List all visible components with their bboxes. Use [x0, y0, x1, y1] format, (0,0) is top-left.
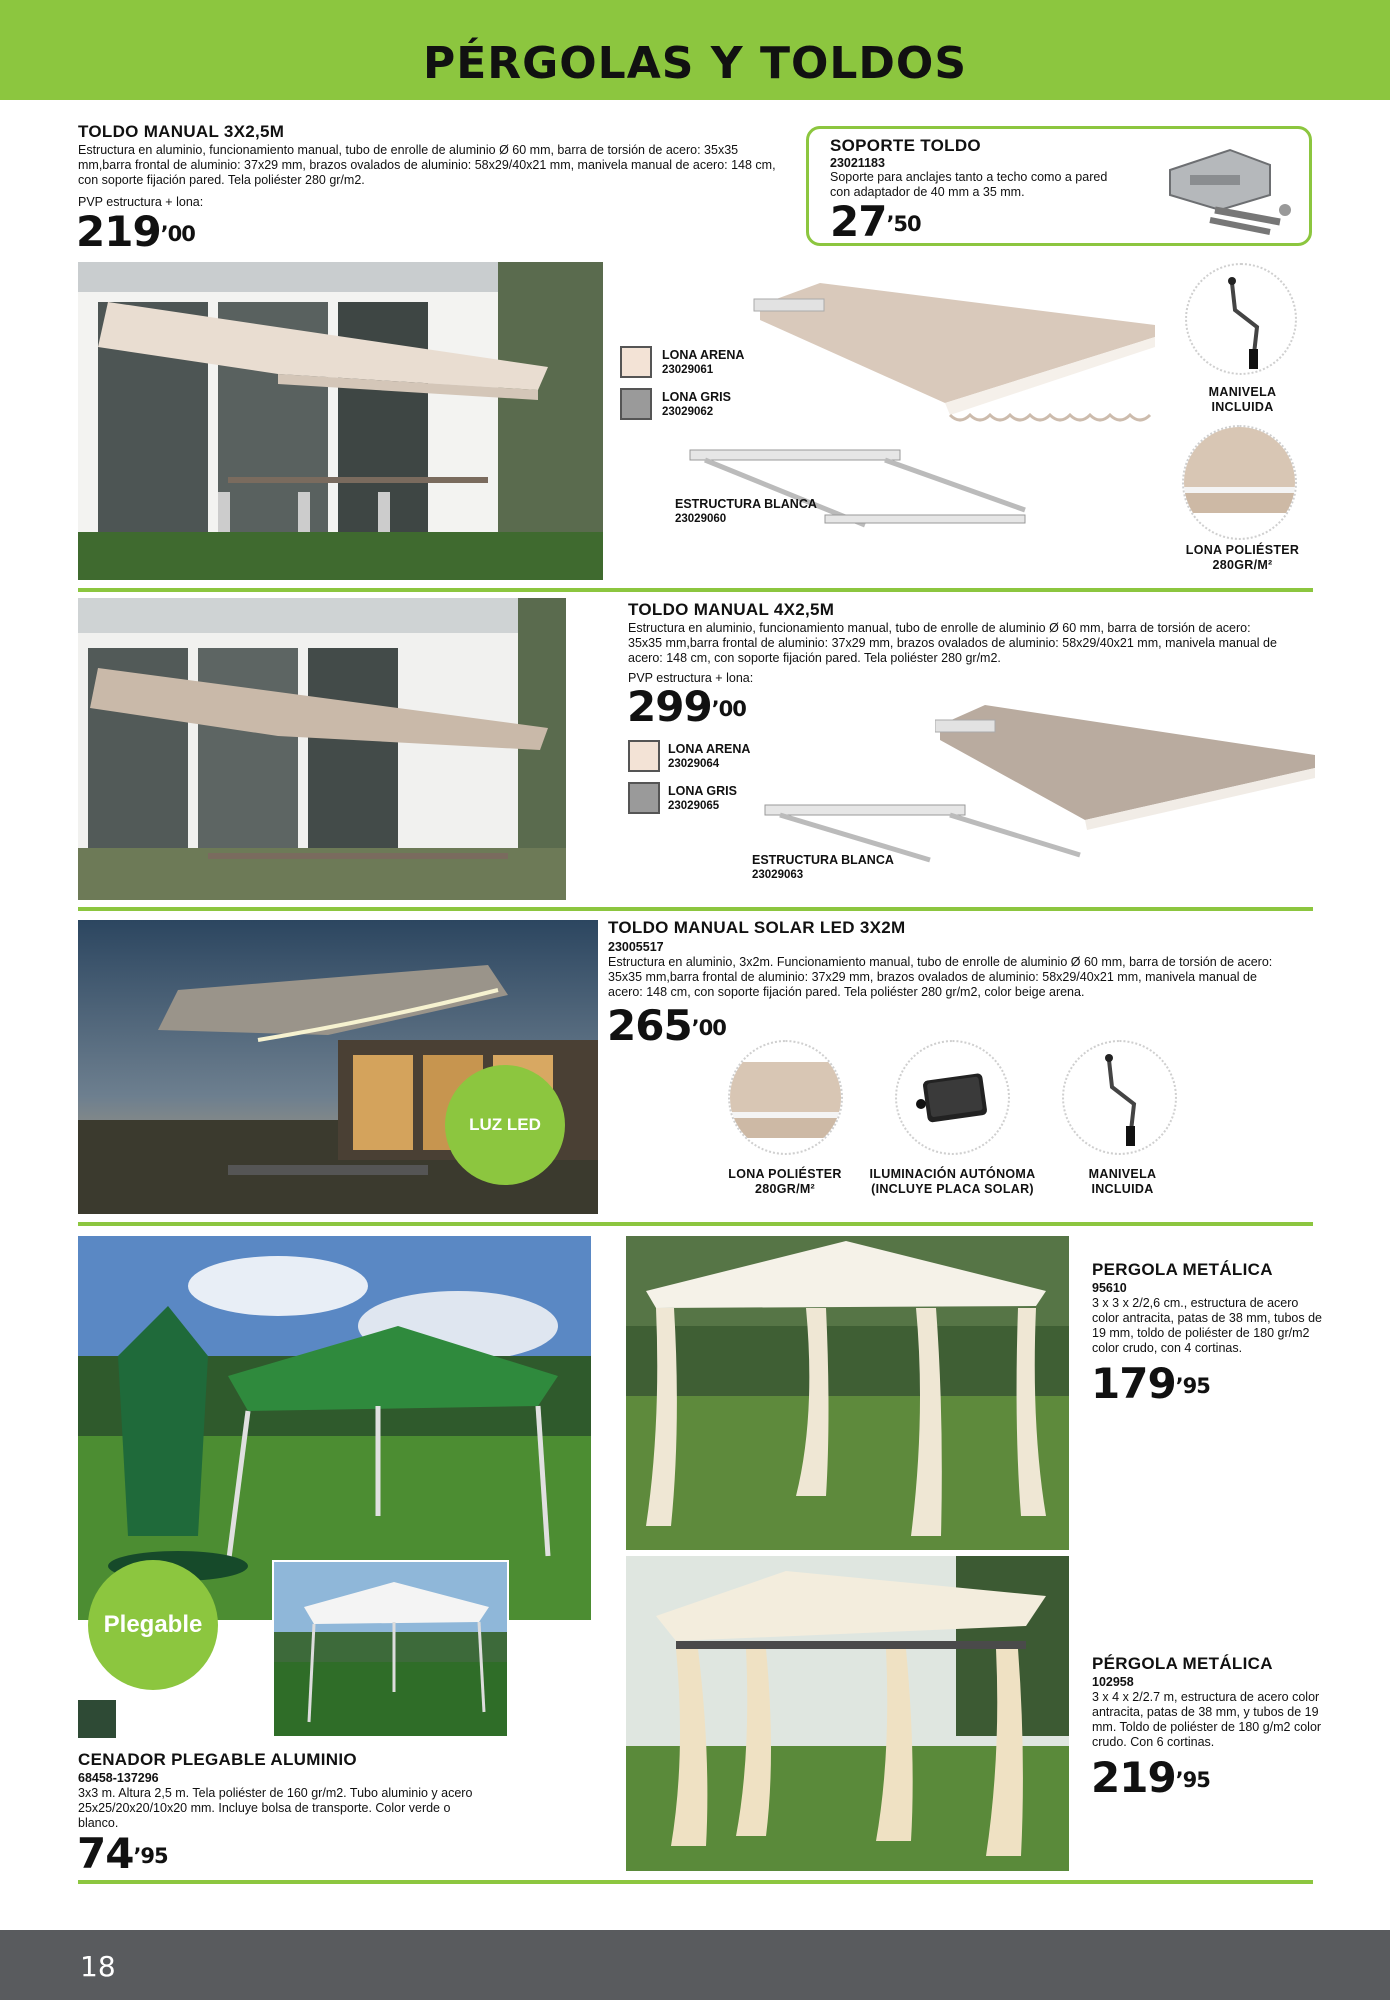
product-price-pergola-1: [1091, 1359, 1210, 1408]
price-int: 299: [627, 682, 712, 731]
fabric-sample-icon: [730, 1042, 843, 1155]
code-lona-arena-4x25: 23029064: [668, 758, 720, 770]
product-price-toldo-4x25: [627, 682, 746, 731]
section-divider-1: [78, 588, 1313, 592]
label-estructura-blanca: ESTRUCTURA BLANCA: [675, 497, 817, 511]
solar-panel-icon: [897, 1042, 1010, 1155]
product-code-pergola-1: 95610: [1092, 1281, 1127, 1295]
price-dec: ’95: [1175, 1374, 1210, 1398]
product-desc-pergola-2: 3 x 4 x 2/2.7 m, estructura de acero color antracita, patas de 38 mm, y tubos de 19 mm. Toldo de poliéster de 180 g/m2 color crudo. Con 6 cortinas.: [1092, 1690, 1322, 1749]
swatch-lona-gris-4x25[interactable]: [628, 782, 660, 814]
page-footer: [0, 1930, 1390, 2000]
caption-manivela-solar-1: MANIVELA: [1088, 1167, 1157, 1181]
product-title-toldo-4x25: TOLDO MANUAL 4X2,5M: [628, 600, 835, 619]
photo-toldo-3x25: [78, 262, 603, 580]
price-dec: ’00: [711, 697, 746, 721]
price-dec: ’95: [133, 1844, 168, 1868]
label-lona-gris-4x25: LONA GRIS: [668, 784, 737, 798]
swatch-lona-arena-4x25[interactable]: [628, 740, 660, 772]
product-price-toldo-3x25: [76, 207, 195, 256]
product-title-pergola-2: PÉRGOLA METÁLICA: [1092, 1654, 1273, 1673]
photo-toldo-4x25: [78, 598, 566, 900]
product-title-cenador: CENADOR PLEGABLE ALUMINIO: [78, 1750, 357, 1769]
product-desc-toldo-solar: Estructura en aluminio, 3x2m. Funcionamiento manual, tubo de enrolle de aluminio Ø 60 mm, barra de torsión de acero: 35x35 mm,barra frontal de aluminio: 37x29 mm, brazos ovalados de aluminio: 58x29/40x21 mm, manivela manual de acero: 148 cm, con soporte fijación pared. Tela poliéster 280 gr/m2, color beige arena.: [608, 955, 1273, 999]
price-dec: ’50: [886, 212, 921, 236]
crank-handle-icon: [1187, 265, 1297, 375]
product-desc-toldo-3x25: Estructura en aluminio, funcionamiento manual, tubo de enrolle de aluminio Ø 60 mm, barra de torsión de acero: 35x35 mm,barra frontal de aluminio: 37x29 mm, brazos ovalados de aluminio: 58x29/40x21 mm, manivela manual de acero: 148 cm, con soporte fijación pared. Tela poliéster 280 gr/m2.: [78, 143, 776, 187]
caption-lona-line2: 280GR/M²: [1212, 558, 1273, 572]
price-int: 74: [77, 1829, 134, 1878]
product-title-toldo-solar: TOLDO MANUAL SOLAR LED 3X2M: [608, 918, 906, 937]
price-int: 219: [76, 207, 161, 256]
product-desc-pergola-1: 3 x 3 x 2/2,6 cm., estructura de acero color antracita, patas de 38 mm, tubos de 19 mm, toldo de poliéster de 180 gr/m2 color crudo, con 4 cortinas.: [1092, 1296, 1322, 1355]
price-dec: ’00: [691, 1016, 726, 1040]
caption-manivela-solar-2: INCLUIDA: [1091, 1182, 1154, 1196]
manivela-circle: [1185, 263, 1297, 375]
product-desc-toldo-4x25: Estructura en aluminio, funcionamiento manual, tubo de enrolle de aluminio Ø 60 mm, barra de torsión de acero: 35x35 mm,barra frontal de aluminio: 37x29 mm, brazos ovalados de aluminio: 58x29/40x21 mm, manivela manual de acero: 148 cm, con soporte fijación pared. Tela poliéster 280 gr/m2.: [628, 621, 1277, 665]
solar-light-circle: [895, 1040, 1010, 1155]
caption-manivela-line2: INCLUIDA: [1211, 400, 1274, 414]
photo-pergola-1: [626, 1236, 1069, 1550]
structure-illustration-3x25: [685, 445, 1045, 545]
swatch-lona-gris[interactable]: [620, 388, 652, 420]
price-dec: ’95: [1175, 1768, 1210, 1792]
photo-pergola-2: [626, 1556, 1069, 1871]
manivela-circle-solar: [1062, 1040, 1177, 1155]
fabric-sample-icon: [1184, 427, 1297, 540]
caption-manivela-line1: MANIVELA: [1208, 385, 1277, 399]
section-divider-3: [78, 1222, 1313, 1226]
awning-illustration-3x25: [740, 275, 1160, 425]
price-dec: ’00: [160, 222, 195, 246]
code-lona-gris: 23029062: [662, 406, 714, 418]
page-header: [0, 0, 1390, 100]
bracket-illustration: [1160, 140, 1300, 235]
swatch-lona-arena[interactable]: [620, 346, 652, 378]
caption-lona-line1: LONA POLIÉSTER: [1185, 543, 1300, 557]
caption-ilum-1: ILUMINACIÓN AUTÓNOMA: [869, 1167, 1036, 1181]
product-title-pergola-1: PERGOLA METÁLICA: [1092, 1260, 1273, 1279]
product-title-soporte: SOPORTE TOLDO: [830, 136, 981, 155]
caption-lona-solar-2: 280GR/M²: [754, 1182, 816, 1196]
lona-circle: [1182, 425, 1297, 540]
price-int: 265: [607, 1001, 692, 1050]
label-lona-arena: LONA ARENA: [662, 348, 745, 362]
crank-handle-icon: [1064, 1042, 1177, 1155]
section-divider-2: [78, 907, 1313, 911]
page-title: PÉRGOLAS Y TOLDOS: [422, 38, 968, 89]
product-price-soporte: [830, 197, 921, 246]
badge-luz-led: LUZ LED: [445, 1065, 565, 1185]
product-code-toldo-solar: 23005517: [608, 940, 664, 954]
product-price-pergola-2: [1091, 1753, 1210, 1802]
price-int: 27: [830, 197, 887, 246]
section-divider-4: [78, 1880, 1313, 1884]
product-pvp-toldo-4x25: PVP estructura + lona:: [628, 671, 754, 685]
product-code-soporte: 23021183: [830, 156, 885, 170]
code-lona-gris-4x25: 23029065: [668, 800, 720, 812]
product-price-toldo-solar: [607, 1001, 726, 1050]
page-number: 18: [80, 1950, 116, 1983]
photo-cenador-blanco: [272, 1560, 509, 1738]
product-title-toldo-3x25: TOLDO MANUAL 3X2,5M: [78, 122, 285, 141]
swatch-cenador-verde[interactable]: [78, 1700, 116, 1738]
caption-lona-solar-1: LONA POLIÉSTER: [728, 1167, 842, 1181]
price-int: 219: [1091, 1753, 1176, 1802]
product-desc-soporte: Soporte para anclajes tanto a techo como a pared con adaptador de 40 mm a 35 mm.: [830, 170, 1108, 199]
product-price-cenador: [77, 1829, 168, 1878]
label-lona-gris: LONA GRIS: [662, 390, 731, 404]
product-code-cenador: 68458-137296: [78, 1771, 159, 1785]
badge-plegable: Plegable: [88, 1560, 218, 1690]
price-int: 179: [1091, 1359, 1176, 1408]
lona-circle-solar: [728, 1040, 843, 1155]
code-estructura-blanca: 23029060: [675, 513, 727, 525]
product-code-pergola-2: 102958: [1092, 1675, 1134, 1689]
product-pvp-toldo-3x25: PVP estructura + lona:: [78, 195, 204, 209]
label-estructura-blanca-4x25: ESTRUCTURA BLANCA: [752, 853, 894, 867]
code-estructura-blanca-4x25: 23029063: [752, 869, 804, 881]
product-desc-cenador: 3x3 m. Altura 2,5 m. Tela poliéster de 160 gr/m2. Tubo aluminio y acero 25x25/20x20/10x20 mm. Incluye bolsa de transporte. Color verde o blanco.: [78, 1786, 473, 1830]
code-lona-arena: 23029061: [662, 364, 714, 376]
label-lona-arena-4x25: LONA ARENA: [668, 742, 751, 756]
caption-ilum-2: (INCLUYE PLACA SOLAR): [871, 1182, 1034, 1196]
